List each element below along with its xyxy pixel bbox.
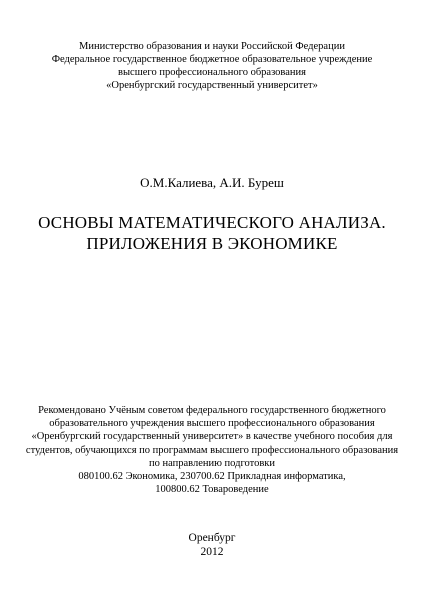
book-title (0, 212, 424, 254)
university-name-line: «Оренбургский государственный университет» (106, 80, 318, 91)
ministry-line: Министерство образования и науки Российской Федерации (79, 41, 345, 52)
authors-line: О.М.Калиева, А.И. Буреш (140, 175, 284, 190)
education-level-line: высшего профессионального образования (118, 67, 306, 78)
recommendation-line-4: студентов, обучающихся по программам высшего профессионального образования (25, 444, 399, 456)
publication-city: Оренбург (188, 532, 236, 544)
recommendation-line-2: образовательного учреждения высшего профессионального образования (49, 418, 375, 430)
recommendation-line-1: Рекомендовано Учёным советом федерального государственного бюджетного (38, 405, 386, 416)
institution-type-line: Федеральное государственное бюджетное образовательное учреждение (51, 54, 373, 65)
recommendation-line-7: 100800.62 Товароведение (155, 484, 269, 496)
authors (0, 175, 424, 191)
institution-header (0, 40, 424, 92)
recommendation-line-6: 080100.62 Экономика, 230700.62 Прикладная информатика, (78, 471, 346, 483)
recommendation-line-5: по направлению подготовки (148, 457, 276, 469)
recommendation-line-3: «Оренбургский государственный университет» в качестве учебного пособия для (31, 431, 393, 443)
recommendation-note (0, 404, 424, 496)
book-title-line-1: ОСНОВЫ МАТЕМАТИЧЕСКОГО АНАЛИЗА. (38, 213, 386, 232)
book-title-line-2: ПРИЛОЖЕНИЯ В ЭКОНОМИКЕ (86, 234, 338, 253)
publication-place-year (0, 531, 424, 559)
publication-year: 2012 (200, 546, 224, 558)
